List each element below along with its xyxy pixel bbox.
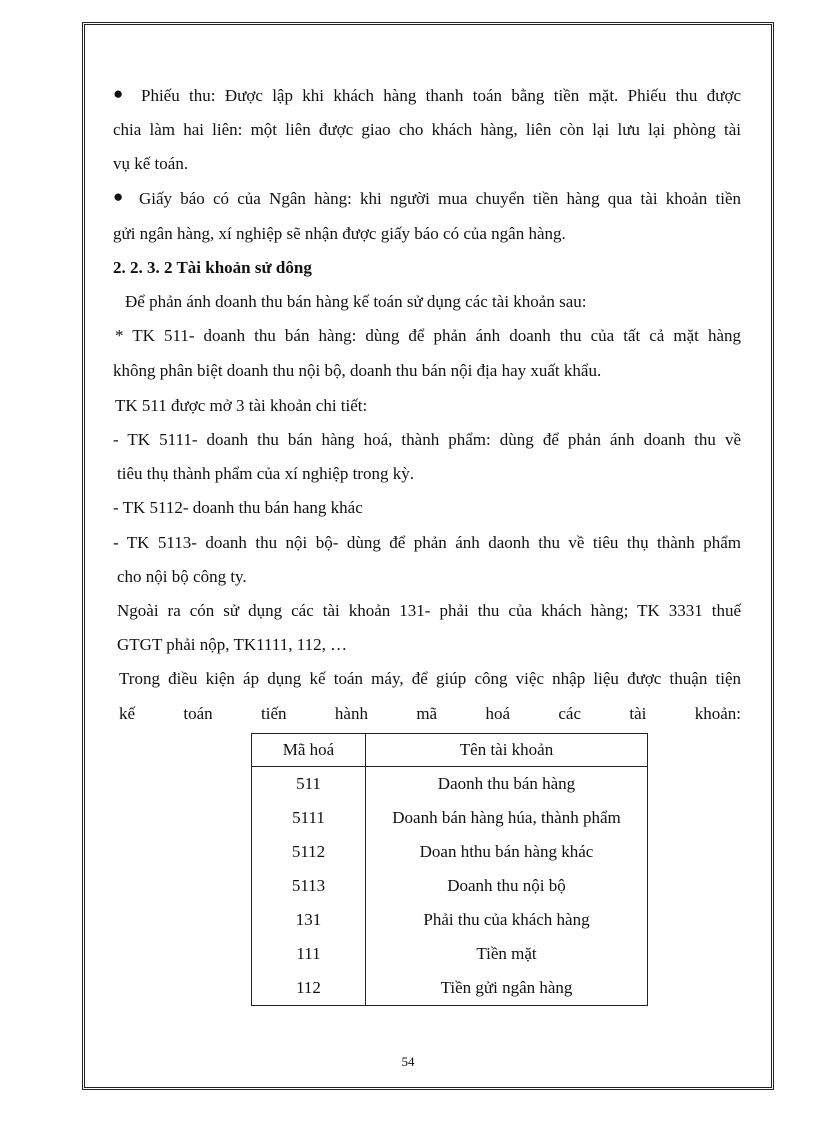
paragraph-line: Trong điều kiện áp dụng kế toán máy, để giúp công việc nhập liệu được thuận tiện [119, 669, 741, 688]
table-row [252, 835, 648, 869]
bullet-dot-icon: ● [113, 187, 124, 206]
account-code-cell: 5113 [252, 869, 366, 903]
paragraph-line: gửi ngân hàng, xí nghiệp sẽ nhận được giấy báo có của ngân hàng. [113, 224, 566, 243]
paragraph-line: GTGT phải nộp, TK1111, 112, … [117, 635, 348, 654]
column-header: Mã hoá [252, 734, 366, 767]
table-row [252, 869, 648, 903]
bullet-dot-icon: ● [113, 84, 124, 103]
account-code-cell: 511 [252, 767, 366, 802]
paragraph-line: Giấy báo có của Ngân hàng: khi người mua chuyển tiền hàng qua tài khoản tiền [139, 189, 741, 208]
paragraph-line: kế toán tiến hành mã hoá các tài khoản: [119, 704, 741, 723]
account-code-cell: 111 [252, 937, 366, 971]
table-row [252, 767, 648, 802]
column-header: Tên tài khoản [366, 734, 648, 767]
account-name-cell: Doan hthu bán hàng khác [366, 835, 648, 869]
account-name-cell: Tiền gửi ngân hàng [366, 971, 648, 1006]
table-row [252, 903, 648, 937]
paragraph-line: * TK 511- doanh thu bán hàng: dùng để phản ánh doanh thu của tất cả mặt hàng [115, 326, 741, 345]
paragraph-line: TK 511 được mở 3 tài khoản chi tiết: [115, 396, 368, 415]
account-code-cell: 112 [252, 971, 366, 1006]
paragraph-line: vụ kế toán. [113, 154, 189, 173]
paragraph-line: cho nội bộ công ty. [117, 567, 247, 586]
table-row [252, 937, 648, 971]
paragraph-line: - TK 5112- doanh thu bán hang khác [113, 498, 363, 517]
paragraph-line: Phiếu thu: Được lập khi khách hàng thanh toán bằng tiền mặt. Phiếu thu được [141, 86, 741, 105]
paragraph-line: - TK 5113- doanh thu nội bộ- dùng để phản ánh daonh thu về tiêu thụ thành phẩm [113, 533, 741, 552]
paragraph-line: Để phản ánh doanh thu bán hàng kế toán sử dụng các tài khoản sau: [125, 292, 587, 311]
account-name-cell: Tiền mặt [366, 937, 648, 971]
account-name-cell: Phải thu của khách hàng [366, 903, 648, 937]
account-code-cell: 131 [252, 903, 366, 937]
paragraph-line: tiêu thụ thành phẩm của xí nghiệp trong kỳ. [117, 464, 414, 483]
table-row [252, 971, 648, 1006]
paragraph-line: chia làm hai liên: một liên được giao cho khách hàng, liên còn lại lưu lại phòng tài [113, 120, 741, 139]
paragraph-line: Ngoài ra cón sử dụng các tài khoản 131- phải thu của khách hàng; TK 3331 thuế [117, 601, 741, 620]
page-number: 54 [401, 1054, 415, 1069]
account-name-cell: Daonh thu bán hàng [366, 767, 648, 802]
account-code-cell: 5112 [252, 835, 366, 869]
account-code-cell: 5111 [252, 801, 366, 835]
account-code-table [251, 733, 648, 1006]
paragraph-line: - TK 5111- doanh thu bán hàng hoá, thành phẩm: dùng để phản ánh doanh thu về [113, 430, 741, 449]
table-row [252, 801, 648, 835]
section-heading: 2. 2. 3. 2 Tài khoản sử dông [113, 258, 312, 277]
account-name-cell: Doanh thu nội bộ [366, 869, 648, 903]
paragraph-line: không phân biệt doanh thu nội bộ, doanh thu bán nội địa hay xuất khẩu. [113, 361, 602, 380]
account-name-cell: Doanh bán hàng húa, thành phẩm [366, 801, 648, 835]
